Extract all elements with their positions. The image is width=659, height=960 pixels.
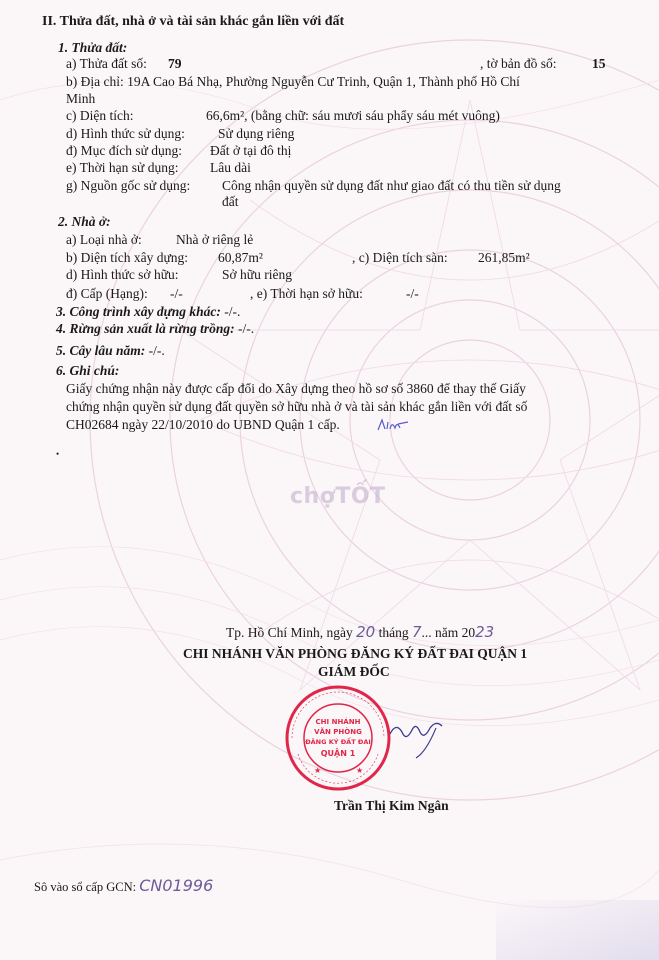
bullet-dot: • [56,449,60,459]
grade-value: -/- [170,286,183,301]
signing-day: 20 [356,623,376,641]
notes-heading: 6. Ghi chú: [56,363,120,378]
official-seal [284,684,392,792]
seal-line-3: ĐĂNG KÝ ĐẤT ĐAI [305,738,371,746]
watermark-logo: chợTỐT [290,484,386,509]
item-5-heading: 5. Cây lâu năm: [56,343,146,358]
term-value: Lâu dài [210,160,251,175]
registry-label: Sô vào sổ cấp GCN: [34,880,137,894]
registry-number [34,878,213,895]
map-sheet-number: 15 [592,56,606,71]
signing-place: Tp. Hồ Chí Minh, ngày [226,625,353,640]
notes-line-2: chứng nhận quyền sử dụng đất quyền sở hữu nhà ở và tài sản khác gắn liền với đất số [66,399,528,414]
item-3-heading: 3. Công trình xây dựng khác: [56,304,221,319]
map-sheet-label: , tờ bản đồ số: [480,56,557,71]
month-label: tháng [378,625,409,640]
registry-value: CN01996 [139,876,214,895]
item-5-value: -/-. [145,343,165,358]
floor-area-label: , c) Diện tích sàn: [352,250,448,265]
notes-line-3: CH02684 ngày 22/10/2010 do UBND Quận 1 cấp. [66,417,340,432]
item-4 [56,321,254,337]
use-form-label: d) Hình thức sử dụng: [66,126,185,141]
signing-place-date: Tp. Hồ Chí Minh, ngày 20 tháng 7... năm 2023 [226,623,495,641]
house-type-value: Nhà ở riêng lẻ [176,232,254,247]
item-5 [56,343,165,359]
signer-name: Trần Thị Kim Ngân [334,798,449,813]
term-label: e) Thời hạn sử dụng: [66,160,179,175]
item-4-heading: 4. Rừng sản xuất là rừng trồng: [56,321,235,336]
seal-line-1: CHI NHÁNH [315,718,361,726]
section-title: II. Thửa đất, nhà ở và tài sản khác gắn liền với đất [42,14,345,29]
ownership-term-label: , e) Thời hạn sở hữu: [250,286,363,301]
item-3-value: -/-. [220,304,241,319]
land-heading: 1. Thửa đất: [58,40,128,55]
ownership-form-label: d) Hình thức sở hữu: [66,267,179,282]
director-signature [386,712,446,762]
parcel-label: a) Thửa đất số: [66,56,147,71]
house-heading: 2. Nhà ở: [58,214,111,229]
seal-star-right: ★ [356,766,364,775]
build-area-label: b) Diện tích xây dựng: [66,250,189,265]
signing-month: 7 [411,623,422,641]
item-3 [56,304,240,320]
notes-line-1: Giấy chứng nhận này được cấp đổi do Xây dựng theo hồ sơ số 3860 để thay thế Giấy [66,381,526,396]
floor-area-value: 261,85m² [478,250,530,265]
purpose-label: đ) Mục đích sử dụng: [66,143,183,158]
area-label: c) Diện tích: [66,108,134,123]
grade-label: đ) Cấp (Hạng): [66,286,148,301]
seal-line-4: QUẬN 1 [320,749,356,758]
origin-label: g) Nguồn gốc sử dụng: [66,178,191,193]
item-4-value: -/-. [234,321,255,336]
seal-star-left: ★ [314,766,322,775]
address-line-1: b) Địa chỉ: 19A Cao Bá Nhạ, Phường Nguyễn Cư Trinh, Quận 1, Thành phố Hồ Chí [66,74,520,89]
signer-position: GIÁM ĐỐC [318,664,390,679]
parcel-number: 79 [168,56,182,71]
address-line-2: Minh [66,91,96,106]
origin-line-2: đất [222,194,239,209]
year-label: năm 20 [435,625,476,640]
issuing-office: CHI NHÁNH VĂN PHÒNG ĐĂNG KÝ ĐẤT ĐAI QUẬN 1 [183,646,528,661]
area-value: 66,6m², (bằng chữ: sáu mươi sáu phẩy sáu mét vuông) [206,108,500,123]
purpose-value: Đất ở tại đô thị [210,143,292,158]
ownership-term-value: -/- [406,286,419,301]
origin-line-1: Công nhận quyền sử dụng đất như giao đất có thu tiền sử dụng [222,178,561,193]
use-form-value: Sử dụng riêng [218,126,295,141]
seal-line-2: VĂN PHÒNG [314,728,362,736]
ownership-form-value: Sở hữu riêng [222,267,292,282]
signing-year-suffix: 23 [475,623,495,641]
build-area-value: 60,87m² [218,250,263,265]
house-type-label: a) Loại nhà ở: [66,232,142,247]
initials-scribble [376,416,410,434]
